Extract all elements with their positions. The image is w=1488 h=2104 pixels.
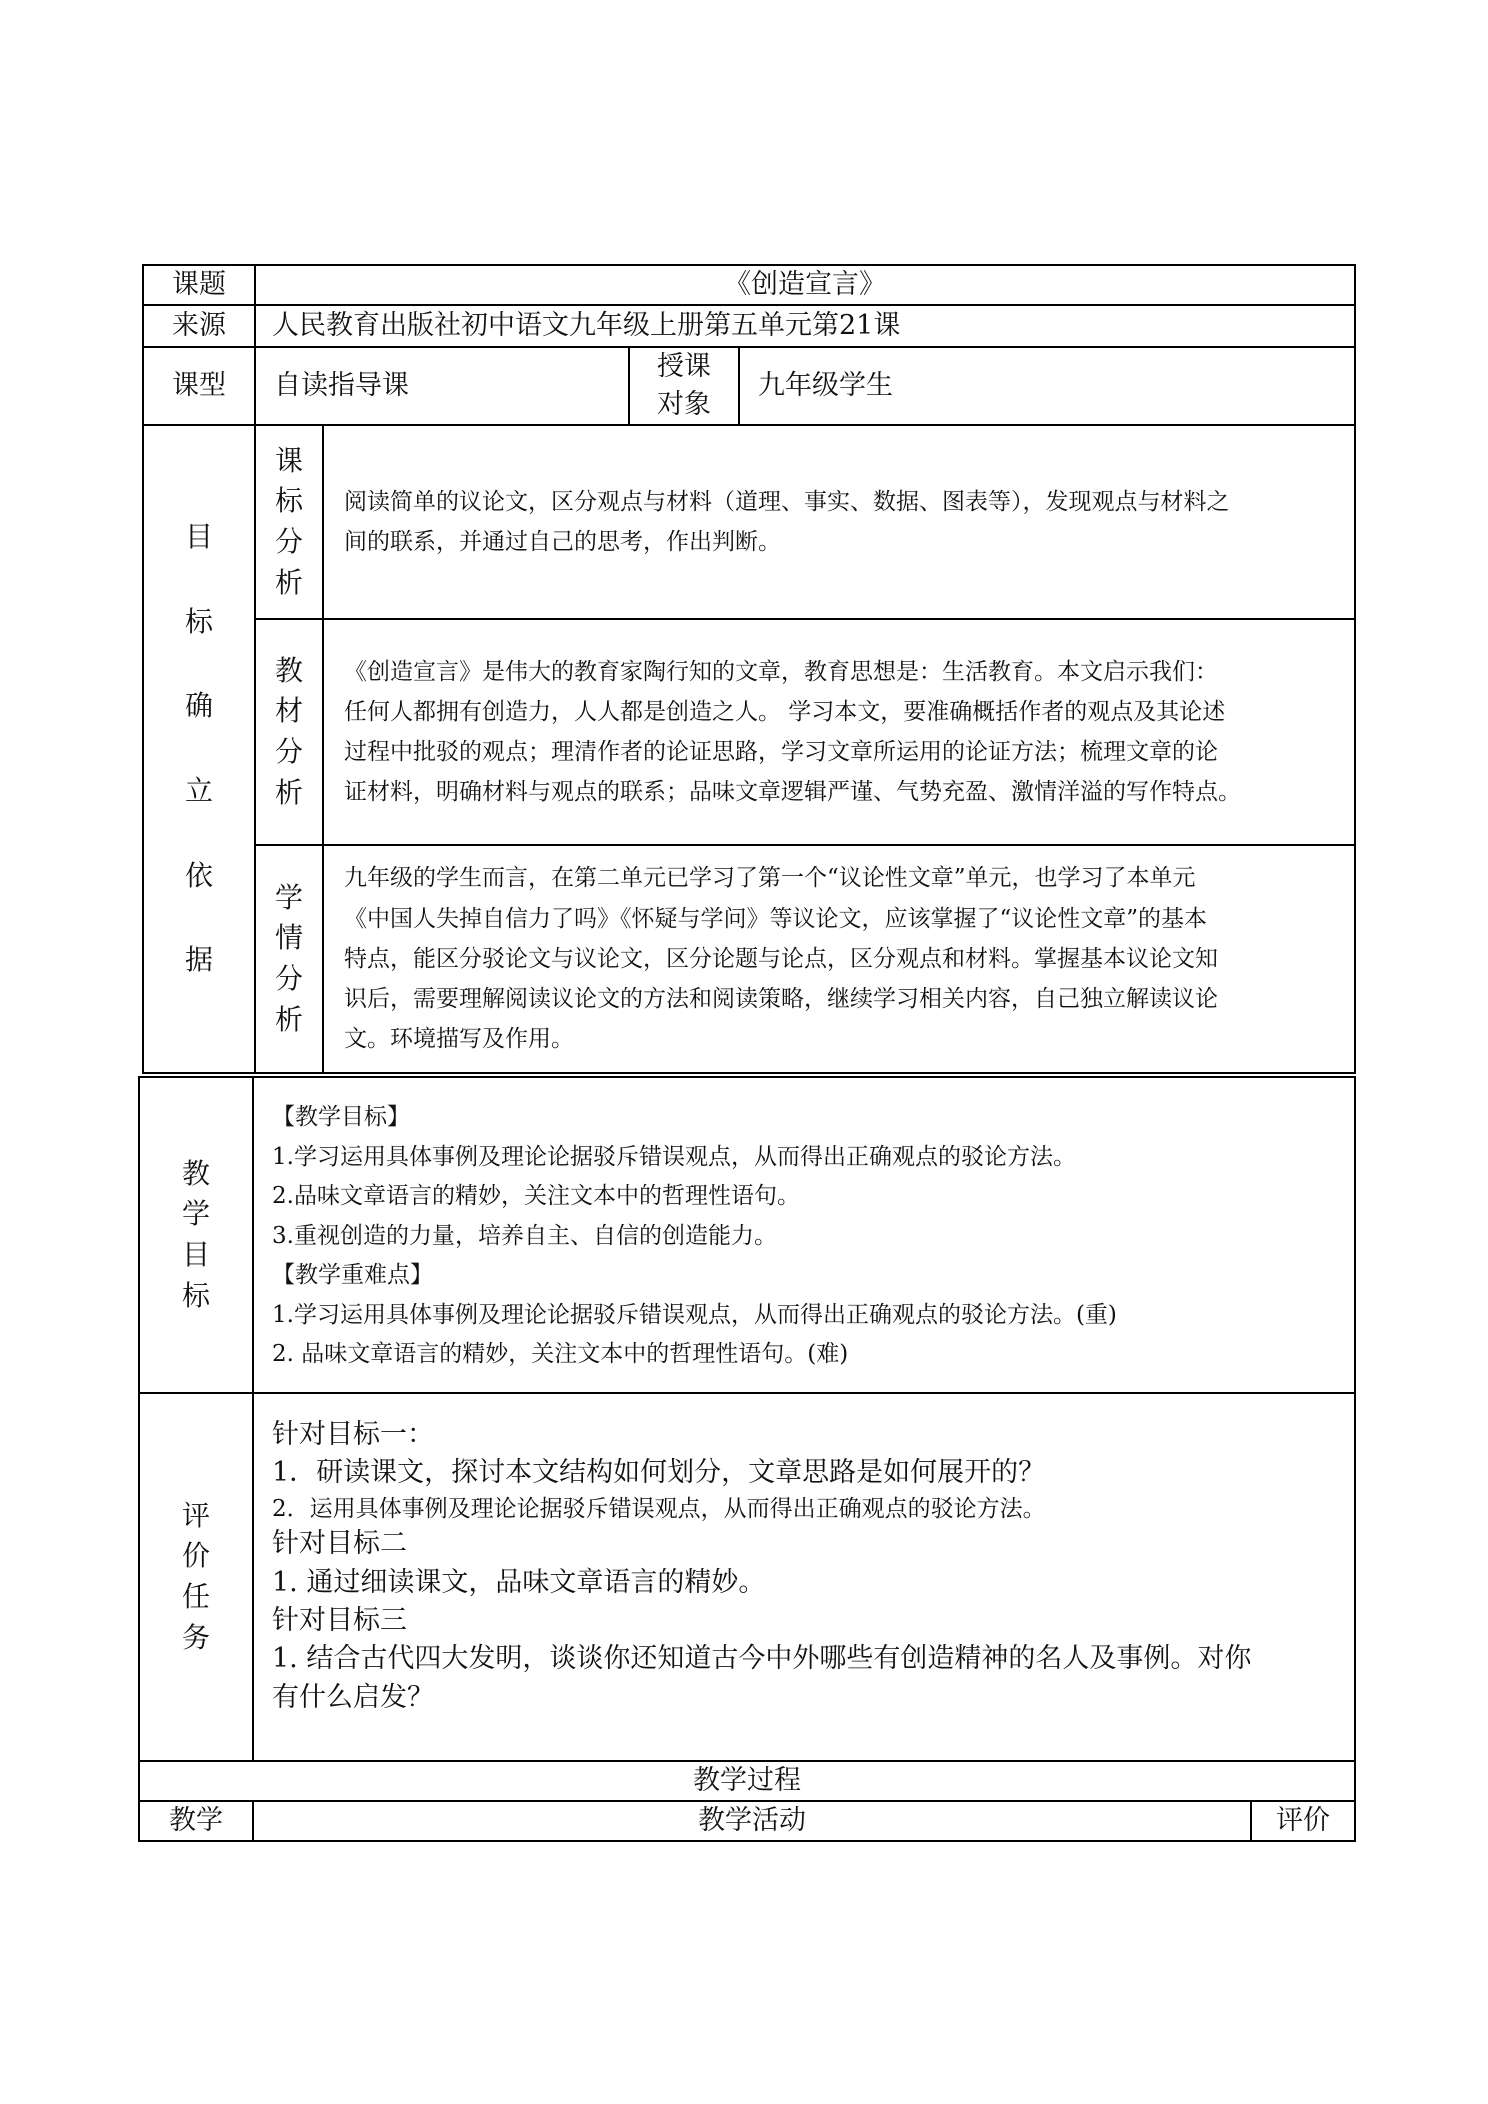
- textbook-label-char: 材: [274, 694, 303, 728]
- assessment-target-heading: 针对目标二: [272, 1528, 407, 1560]
- process-col-activity-label: 教学活动: [698, 1805, 806, 1837]
- learner-line: 特点，能区分驳论文与议论文，区分论题与论点，区分观点和材料。掌握基本议论文知: [344, 945, 1218, 972]
- curriculum-text-cell: [322, 424, 1356, 620]
- objectives-label-char: 教: [181, 1156, 210, 1190]
- assessment-text-cell: [252, 1392, 1356, 1762]
- learner-label-char: 学: [274, 880, 303, 914]
- textbook-line: 证材料，明确材料与观点的联系；品味文章逻辑严谨、气势充盈、激情洋溢的写作特点。: [344, 779, 1241, 806]
- basis-label-char: 立: [184, 774, 213, 807]
- basis-label-char: 据: [184, 943, 213, 977]
- textbook-label-char: 析: [274, 775, 303, 809]
- process-col-stage: [138, 1800, 254, 1842]
- lesson-title: 《创造宣言》: [724, 269, 886, 301]
- source-value: 人民教育出版社初中语文九年级上册第五单元第21课: [272, 310, 901, 342]
- key-point-item: 2. 品味文章语言的精妙，关注文本中的哲理性语句。(难): [272, 1341, 849, 1368]
- source-value-cell: [254, 304, 1356, 348]
- audience-label-line-1: 授课: [657, 351, 711, 383]
- learner-label-cell: [254, 844, 324, 1074]
- objectives-text-cell: [252, 1076, 1356, 1394]
- process-col-stage-label: 教学: [169, 1805, 223, 1837]
- objectives-label-char: 标: [181, 1278, 210, 1312]
- source-label: 来源: [172, 310, 226, 342]
- basis-label-char: 依: [184, 858, 213, 892]
- textbook-text-cell: [322, 618, 1356, 846]
- assessment-label-char: 价: [181, 1539, 210, 1573]
- curriculum-label-cell: [254, 424, 324, 620]
- learner-label-char: 情: [274, 921, 303, 955]
- assessment-target-heading: 针对目标一：: [272, 1419, 434, 1450]
- process-col-activity: [252, 1800, 1252, 1842]
- assessment-item: 2．运用具体事例及理论论据驳斥错误观点，从而得出正确观点的驳论方法。: [272, 1495, 1046, 1522]
- objective-item: 2.品味文章语言的精妙，关注文本中的哲理性语句。: [272, 1183, 800, 1210]
- textbook-line: 任何人都拥有创造力，人人都是创造之人。 学习本文，要准确概括作者的观点及其论述: [344, 698, 1226, 725]
- key-point-item: 1.学习运用具体事例及理论论据驳斥错误观点，从而得出正确观点的驳论方法。(重): [272, 1301, 1117, 1328]
- learner-label-char: 析: [274, 1002, 303, 1036]
- curriculum-text: [344, 482, 1230, 563]
- assessment-item: 有什么启发？: [272, 1681, 434, 1713]
- objectives-label-char: 学: [181, 1197, 210, 1231]
- objective-item: 1.学习运用具体事例及理论论据驳斥错误观点，从而得出正确观点的驳论方法。: [272, 1143, 1076, 1170]
- type-value: 自读指导课: [274, 370, 409, 402]
- basis-label-char: 目: [184, 520, 213, 554]
- assessment-target-heading: 针对目标三: [272, 1604, 407, 1636]
- learner-text-cell: [322, 844, 1356, 1074]
- curriculum-label-char: 析: [274, 565, 303, 599]
- topic-label: 课题: [172, 269, 226, 301]
- assessment-label-char: 任: [181, 1580, 210, 1613]
- assessment-item: 1. 通过细读课文，品味文章语言的精妙。: [272, 1566, 766, 1598]
- basis-label-char: 标: [184, 604, 213, 638]
- learner-label-char: 分: [274, 962, 303, 995]
- objective-item: 3.重视创造的力量，培养自主、自信的创造能力。: [272, 1222, 777, 1249]
- learner-line: 九年级的学生而言，在第二单元已学习了第一个“议论性文章”单元，也学习了本单元: [344, 865, 1196, 892]
- objectives-label-cell: [138, 1076, 254, 1394]
- curriculum-line: 阅读简单的议论文，区分观点与材料（道理、事实、数据、图表等），发现观点与材料之: [344, 488, 1230, 515]
- textbook-line: 《创造宣言》是伟大的教育家陶行知的文章，教育思想是：生活教育。本文启示我们：: [344, 658, 1218, 685]
- assessment-label-cell: [138, 1392, 254, 1762]
- topic-label-cell: [142, 264, 256, 306]
- textbook-label-char: 分: [274, 735, 303, 768]
- process-title-cell: [138, 1760, 1356, 1802]
- type-value-cell: [254, 346, 630, 426]
- basis-label-cell: [142, 424, 256, 1074]
- curriculum-line: 间的联系，并通过自己的思考，作出判断。: [344, 529, 781, 555]
- audience-value-cell: [738, 346, 1356, 426]
- assessment-label-char: 评: [181, 1498, 210, 1532]
- assessment-item: 1. 结合古代四大发明，谈谈你还知道古今中外哪些有创造精神的名人及事例。对你: [272, 1643, 1252, 1675]
- process-col-eval: [1250, 1800, 1356, 1842]
- textbook-label-char: 教: [274, 653, 303, 687]
- topic-value-cell: [254, 264, 1356, 306]
- basis-label-char: 确: [184, 689, 213, 723]
- audience-label-cell: [628, 346, 740, 426]
- key-points-heading: 【教学重难点】: [272, 1262, 433, 1289]
- objectives-heading: 【教学目标】: [272, 1104, 410, 1130]
- process-col-eval-label: 评价: [1276, 1805, 1330, 1837]
- type-label-cell: [142, 346, 256, 426]
- type-label: 课型: [172, 370, 226, 402]
- textbook-text: [344, 652, 1241, 813]
- textbook-label-cell: [254, 618, 324, 846]
- learner-line: 识后，需要理解阅读议论文的方法和阅读策略，继续学习相关内容，自己独立解读议论: [344, 986, 1218, 1013]
- audience-label-line-2: 对象: [657, 389, 711, 420]
- learner-line: 《中国人失掉自信力了吗》《怀疑与学问》等议论文，应该掌握了“议论性文章”的基本: [344, 905, 1208, 932]
- curriculum-label-char: 课: [274, 443, 303, 477]
- curriculum-label-char: 分: [274, 525, 303, 558]
- learner-text: [344, 858, 1218, 1059]
- assessment-item: 1．研读课文，探讨本文结构如何划分，文章思路是如何展开的？: [272, 1457, 1046, 1489]
- process-title: 教学过程: [693, 1765, 801, 1797]
- curriculum-label-char: 标: [274, 484, 303, 518]
- audience-value: 九年级学生: [758, 370, 893, 402]
- assessment-label-char: 务: [181, 1620, 210, 1654]
- textbook-line: 过程中批驳的观点；理清作者的论证思路，学习文章所运用的论证方法；梳理文章的论: [344, 739, 1218, 765]
- learner-line: 文。环境描写及作用。: [344, 1026, 574, 1053]
- source-label-cell: [142, 304, 256, 348]
- objectives-label-char: 目: [181, 1238, 210, 1271]
